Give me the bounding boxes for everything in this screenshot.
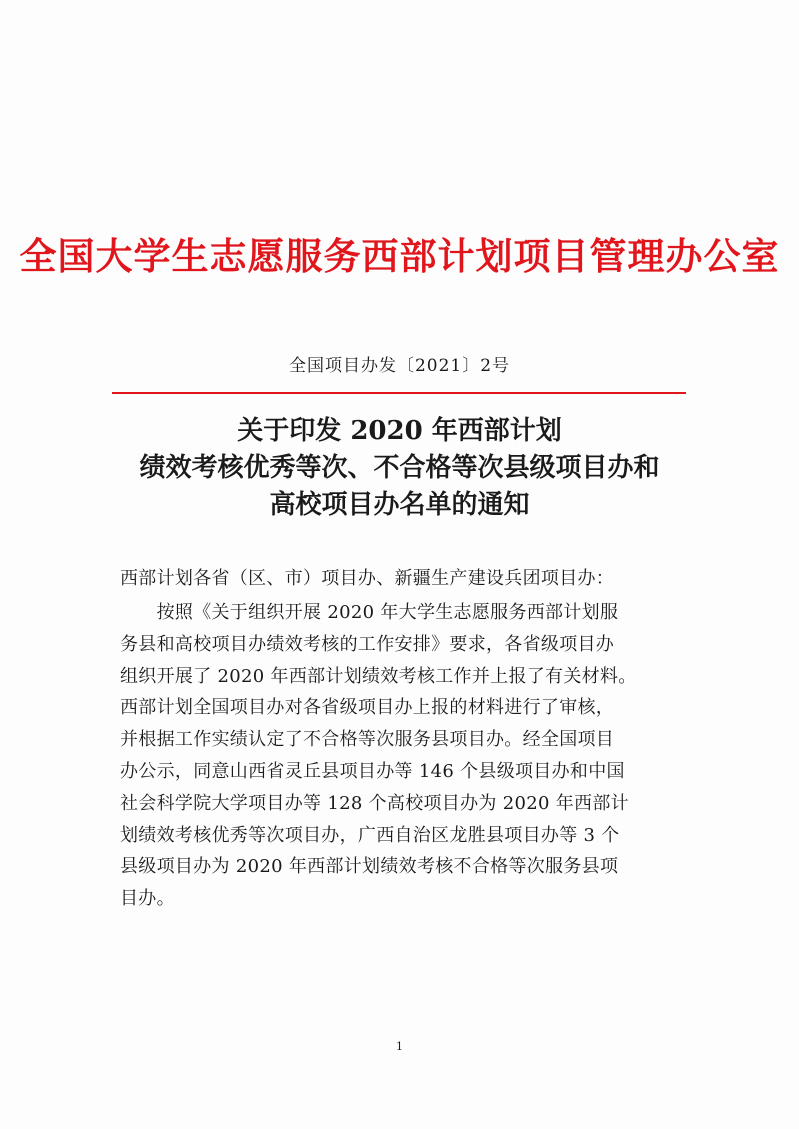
letterhead-title: 全国大学生志愿服务西部计划项目管理办公室 — [19, 234, 780, 278]
body-line: 务县和高校项目办绩效考核的工作安排》要求，各省级项目办 — [120, 633, 615, 655]
body-line: 组织开展了 2020 年西部计划绩效考核工作并上报了有关材料。 — [120, 665, 637, 687]
body-line: 办公示，同意山西省灵丘县项目办等 146 个县级项目办和中国 — [120, 760, 625, 782]
notice-title-line: 关于印发 2020 年西部计划 — [237, 416, 562, 446]
document-number: 全国项目办发〔2021〕2号 — [288, 356, 511, 376]
salutation: 西部计划各省（区、市）项目办、新疆生产建设兵团项目办： — [120, 568, 615, 589]
body-paragraph — [120, 597, 690, 915]
notice-title-line: 绩效考核优秀等次、不合格等次县级项目办和 — [139, 453, 660, 483]
notice-title-line: 高校项目办名单的通知 — [269, 490, 530, 520]
body-line: 目办。 — [120, 888, 175, 910]
body-line: 划绩效考核优秀等次项目办，广西自治区龙胜县项目办等 3 个 — [120, 824, 620, 846]
red-separator-line — [112, 392, 686, 394]
body-line: 县级项目办为 2020 年西部计划绩效考核不合格等次服务县项 — [120, 856, 619, 878]
body-line: 并根据工作实绩认定了不合格等次服务县项目办。经全国项目 — [120, 729, 615, 751]
body-line: 按照《关于组织开展 2020 年大学生志愿服务西部计划服 — [120, 602, 619, 623]
notice-title — [0, 413, 799, 524]
body-line: 社会科学院大学项目办等 128 个高校项目办为 2020 年西部计 — [120, 792, 629, 814]
body-line: 西部计划全国项目办对各省级项目办上报的材料进行了审核， — [120, 697, 615, 719]
page-number: 1 — [396, 1040, 403, 1053]
